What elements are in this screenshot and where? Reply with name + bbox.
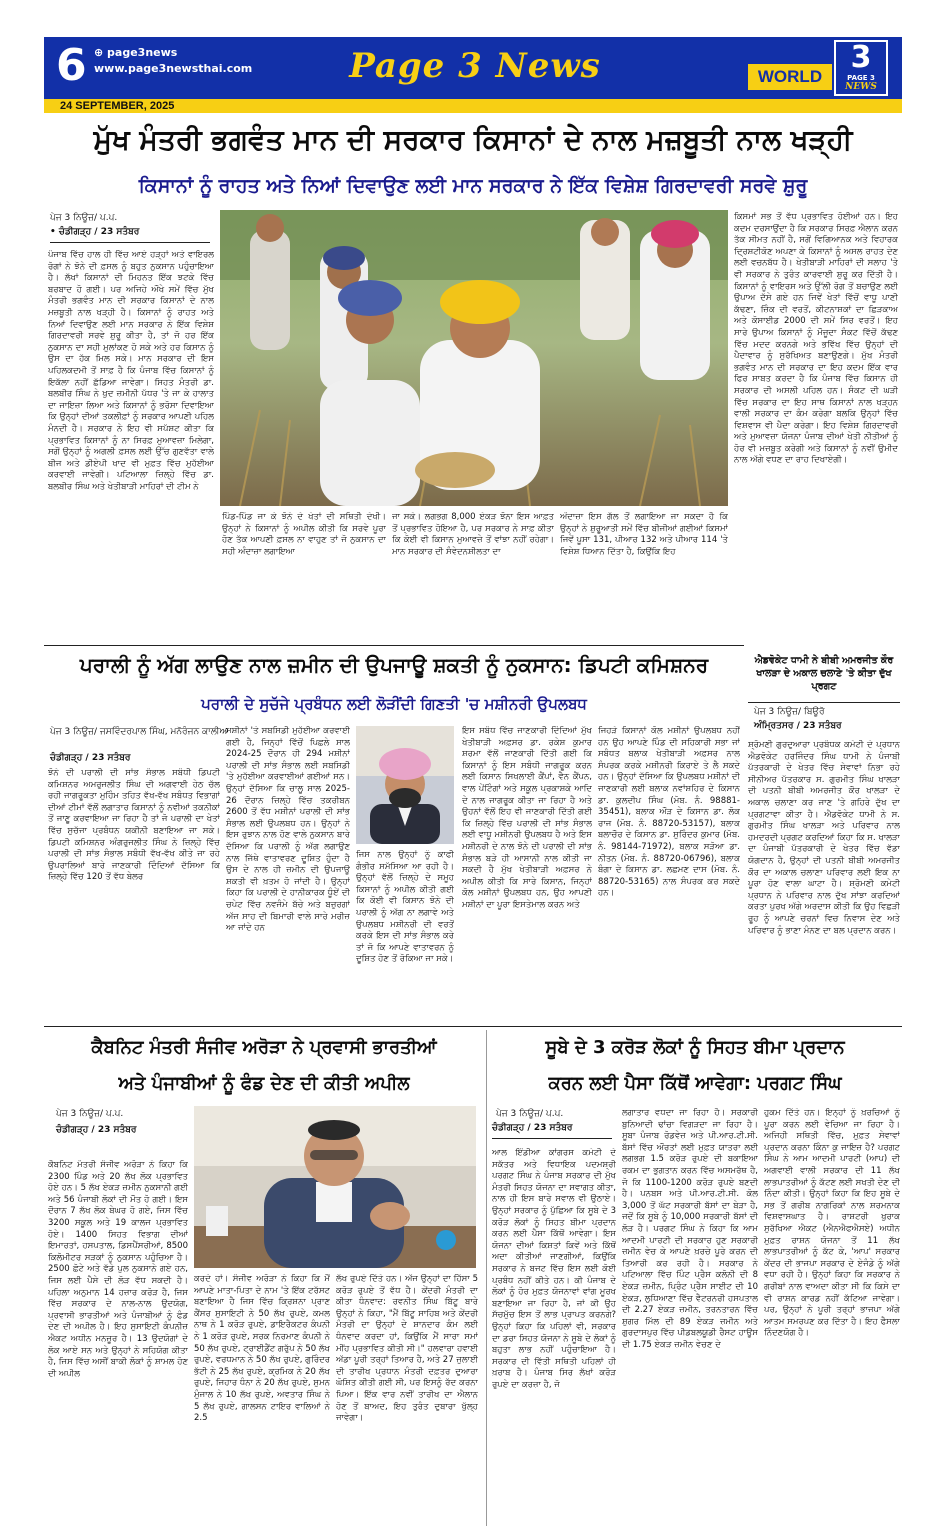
site-url: www.page3newsthai.com (94, 62, 253, 75)
divider (492, 1138, 612, 1139)
badge-news: NEWS (845, 82, 877, 92)
site-name-text: page3news (107, 46, 178, 59)
side-story-dateline: ਅੰਮ੍ਰਿਤਸਰ / 23 ਸਤੰਬਰ (754, 721, 842, 731)
story2-col2: ਮਸ਼ੀਨਾਂ 'ਤੇ ਸਬਸਿਡੀ ਮੁਹੱਈਆ ਕਰਵਾਈ ਗਈ ਹੈ, ਜਿਨ੍ਹਾਂ ਵਿੱਚੋਂ ਪਿਛਲੇ ਸਾਲ 2024-25 ਦੌਰਾਨ ਹੀ 294 ਮਸ਼ੀਨਾਂ ਪਰਾਲੀ ਦੀ ਸਾਂਭ ਸੰਭਾਲ ਲਈ ਸਬਸਿਡੀ 'ਤੇ ਮੁਹੱਈਆ ਕਰਵਾਈਆਂ ਗਈਆਂ ਸਨ। ਉਨ੍ਹਾਂ ਦੱਸਿਆ ਕਿ ਚਾਲੂ ਸਾਲ 2025-26 ਦੌਰਾਨ ਜ਼ਿਲ੍ਹੇ ਵਿੱਚ ਤਕਰੀਬਨ 2600 ਤੋਂ ਵੱਧ ਮਸ਼ੀਨਾਂ ਪਰਾਲੀ ਦੀ ਸਾਂਭ ਸੰਭਾਲ ਲਈ ਉਪਲਬਧ ਹਨ। ਉਨ੍ਹਾਂ ਨੇ ਇਸ ਰੁਝਾਨ ਨਾਲ ਹੋਣ ਵਾਲੇ ਨੁਕਸਾਨ ਬਾਰੇ ਦੱਸਿਆ ਕਿ ਪਰਾਲੀ ਨੂੰ ਅੱਗ ਲਗਾਉਣ ਨਾਲ ਜਿੱਥੇ ਵਾਤਾਵਰਣ ਦੂਸ਼ਿਤ ਹੁੰਦਾ ਹੈ ਉਸ ਦੇ ਨਾਲ ਹੀ ਜ਼ਮੀਨ ਦੀ ਉਪਜਾਊ ਸ਼ਕਤੀ ਵੀ ਖ਼ਤਮ ਹੋ ਜਾਂਦੀ ਹੈ। ਉਨ੍ਹਾਂ ਕਿਹਾ ਕਿ ਪਰਾਲੀ ਦੇ ਹਾਨੀਕਾਰਕ ਧੂੰਏਂ ਦੀ ਚਪੇਟ ਵਿੱਚ ਨਵਜੰਮੇ ਬੱਚੇ ਅਤੇ ਬਜ਼ੁਰਗਾਂ ਅੱਜ ਸਾਹ ਦੀ ਬਿਮਾਰੀ ਵਾਲੇ ਸਾਰੇ ਮਰੀਜ਼ ਆ ਜਾਂਦੇ ਹਨ (226, 726, 350, 934)
story2-col1: ਝੋਨੇ ਦੀ ਪਰਾਲੀ ਦੀ ਸਾਂਭ ਸੰਭਾਲ ਸਬੰਧੀ ਡਿਪਟੀ ਕਮਿਸ਼ਨਰ ਅਮਰੁਜਲੀਤ ਸਿੰਘ ਦੀ ਅਗਵਾਈ ਹੇਠ ਚੱਲ ਰਹੀ ਜਾਗਰੂਕਤਾ ਮੁਹਿੰਮ ਤਹਿਤ ਵੱਖ-ਵੱਖ ਸਬੰਧਤ ਵਿਭਾਗਾਂ ਦੀਆਂ ਟੀਮਾਂ ਵੱਲੋਂ ਲਗਾਤਾਰ ਕਿਸਾਨਾਂ ਨੂੰ ਨਵੀਆਂ ਤਕਨੀਕਾਂ ਤੋਂ ਜਾਣੂ ਕਰਵਾਇਆ ਜਾ ਰਿਹਾ ਹੈ ਤਾਂ ਜੋ ਪਰਾਲੀ ਦਾ ਖੇਤਾਂ ਵਿੱਚ ਸੁਚੱਜਾ ਪ੍ਰਬੰਧਨ ਯਕੀਨੀ ਬਣਾਇਆ ਜਾ ਸਕੇ। ਡਿਪਟੀ ਕਮਿਸ਼ਨਰ ਅੰਗਰੁਜਲੀਤ ਸਿੰਘ ਨੇ ਜ਼ਿਲ੍ਹੇ ਵਿੱਚ ਪਰਾਲੀ ਦੀ ਸਾਂਭ ਸੰਭਾਲ ਸਬੰਧੀ ਵੱਖ-ਵੱਖ ਕੀਤੇ ਜਾ ਰਹੇ ਉਪਰਾਲਿਆਂ ਬਾਰੇ ਜਾਣਕਾਰੀ ਦਿੰਦਿਆਂ ਦੱਸਿਆ ਕਿ ਜ਼ਿਲ੍ਹੇ ਵਿੱਚ 120 ਤੋਂ ਵੱਧ ਬੇਲਰ (48, 768, 220, 883)
story2-portrait (356, 726, 454, 844)
divider (44, 1026, 902, 1027)
story2-headline: ਪਰਾਲੀ ਨੂੰ ਅੱਗ ਲਾਉਣ ਨਾਲ ਜ਼ਮੀਨ ਦੀ ਉਪਜਾਊ ਸ਼ਕਤੀ ਨੂੰ ਨੁਕਸਾਨ: ਡਿਪਟੀ ਕਮਿਸ਼ਨਰ (79, 653, 709, 677)
story2-col4: ਇਸ ਸਬੰਧ ਵਿੱਚ ਜਾਣਕਾਰੀ ਦਿੰਦਿਆਂ ਮੁੱਖ ਖੇਤੀਬਾੜੀ ਅਫ਼ਸਰ ਡਾ. ਰਕੇਸ਼ ਕੁਮਾਰ ਸ਼ਰਮਾ ਵੱਲੋਂ ਜਾਣਕਾਰੀ ਦਿੱਤੀ ਗਈ ਕਿ ਕਿਸਾਨਾਂ ਨੂੰ ਇਸ ਸਬੰਧੀ ਜਾਗਰੂਕ ਕਰਨ ਲਈ ਕਿਸਾਨ ਸਿਖਲਾਈ ਕੈਂਪਾਂ, ਵੈਨ ਕੈਂਪਨ, ਵਾਲ ਪੇਂਟਿੰਗਾਂ ਅਤੇ ਸਕੂਲ ਪ੍ਰਕਾਸ਼ਕੇ ਆਦਿ ਦੇ ਨਾਲ ਜਾਗਰੂਕ ਕੀਤਾ ਜਾ ਰਿਹਾ ਹੈ ਅਤੇ ਉਹਨਾਂ ਵੱਲੋਂ ਇਹ ਵੀ ਜਾਣਕਾਰੀ ਦਿੱਤੀ ਗਈ ਕਿ ਜ਼ਿਲ੍ਹੇ ਵਿੱਚ ਪਰਾਲੀ ਦੀ ਸਾਂਭ ਸੰਭਾਲ ਲਈ ਵਾਧੂ ਮਸ਼ੀਨਰੀ ਉਪਲਬਧ ਹੈ ਅਤੇ ਇਸ ਮਸ਼ੀਨਰੀ ਦੇ ਨਾਲ ਝੋਨੇ ਦੀ ਪਰਾਲੀ ਦੀ ਸਾਂਭ ਸੰਭਾਲ ਬੜੇ ਹੀ ਆਸਾਨੀ ਨਾਲ ਕੀਤੀ ਜਾ ਸਕਦੀ ਹੈ ਮੁੱਖ ਖੇਤੀਬਾੜੀ ਅਫ਼ਸਰ ਨੇ ਅਪੀਲ ਕੀਤੀ ਕਿ ਸਾਰੇ ਕਿਸਾਨ, ਜਿਨ੍ਹਾਂ ਕੋਲ ਮਸ਼ੀਨਾਂ ਉਪਲਬਧ ਹਨ, ਉਹ ਆਪਣੀ ਮਸ਼ੀਨਾਂ ਦਾ ਪੂਰਾ ਇਸਤੇਮਾਲ ਕਰਨ ਅਤੇ (462, 726, 592, 910)
story4-dateline: ਚੰਡੀਗੜ੍ਹ / 23 ਸਤੰਬਰ (492, 1123, 573, 1133)
globe-icon: ⊕ (94, 46, 108, 59)
divider (748, 702, 900, 703)
story4-col3: ਹੁਕਮ ਦਿੱਤੇ ਹਨ। ਇਨ੍ਹਾਂ ਨੂੰ ਖ਼ਰਚਿਆਂ ਨੂੰ ਪੂਰਾ ਕਰਨ ਲਈ ਵੇਚਿਆ ਜਾ ਰਿਹਾ ਹੈ। ਅਜਿਹੀ ਸਥਿਤੀ ਵਿੱਚ, ਮੁਫ਼ਤ ਸੇਵਾਵਾਂ ਪ੍ਰਦਾਨ ਕਰਨਾ ਕਿੰਨਾ ਕੁ ਜਾਇਜ਼ ਹੈ? ਪਰਗਟ ਸਿੰਘ ਨੇ ਆਮ ਆਦਮੀ ਪਾਰਟੀ (ਆਪ) ਦੀ ਅਗਵਾਈ ਵਾਲੀ ਸਰਕਾਰ ਦੀ 11 ਲੱਖ ਲਾਭਪਾਤਰੀਆਂ ਨੂੰ ਕੱਟਣ ਲਈ ਸਖਤੀ ਦੇਣ ਦੀ ਨਿੰਦਾ ਕੀਤੀ। ਉਨ੍ਹਾਂ ਕਿਹਾ ਕਿ ਇਹ ਸੂਬੇ ਦੇ ਸਭ ਤੋਂ ਗਰੀਬ ਨਾਗਰਿਕਾਂ ਨਾਲ ਸ਼ਰਮਨਾਕ ਵਿਸ਼ਵਾਸਘਾਤ ਹੈ। ਰਾਸ਼ਟਰੀ ਖੁਰਾਕ ਸੁਰੱਖਿਆ ਐਕਟ (ਐਨਐਫਐਸਏ) ਅਧੀਨ ਮੁਫ਼ਤ ਰਾਸ਼ਨ ਯੋਜਨਾ ਤੋਂ 11 ਲੱਖ ਲਾਭਪਾਤਰੀਆਂ ਨੂੰ ਕੱਟ ਕੇ, 'ਆਪ' ਸਰਕਾਰ ਕੇਂਦਰ ਦੀ ਭਾਜਪਾ ਸਰਕਾਰ ਦੇ ਏਜੰਡੇ ਨੂੰ ਅੱਗੇ ਵਧਾ ਰਹੀ ਹੈ। ਉਨ੍ਹਾਂ ਕਿਹਾ ਕਿ ਸਰਕਾਰ ਨੇ ਗਰੀਬਾਂ ਨਾਲ ਵਾਅਦਾ ਕੀਤਾ ਸੀ ਕਿ ਕਿਸੇ ਦਾ ਵੀ ਰਾਸ਼ਨ ਕਾਰਡ ਨਹੀਂ ਕੱਟਿਆ ਜਾਵੇਗਾ। ਪਰ, ਉਨ੍ਹਾਂ ਨੇ ਪੂਰੀ ਤਰ੍ਹਾਂ ਭਾਜਪਾ ਅੱਗੇ ਆਤਮ ਸਮਰਪਣ ਕਰ ਦਿੱਤਾ ਹੈ। ਇਹ ਫੈਸਲਾ ਨਿੰਦਣਯੋਗ ਹੈ। (764, 1108, 900, 1339)
side-story-body: ਸ਼੍ਰੋਮਣੀ ਗੁਰਦੁਆਰਾ ਪ੍ਰਬੰਧਕ ਕਮੇਟੀ ਦੇ ਪ੍ਰਧਾਨ ਐਡਵੋਕੇਟ ਹਰਜਿੰਦਰ ਸਿੰਘ ਧਾਮੀ ਨੇ ਪੰਜਾਬੀ ਪੱਤਰਕਾਰੀ ਦੇ ਖੇਤਰ ਵਿੱਚ ਸੇਵਾਵਾਂ ਨਿਭਾ ਰਹੇ ਸੀਨੀਅਰ ਪੱਤਰਕਾਰ ਸ. ਗੁਰਮੀਤ ਸਿੰਘ ਖਾਲੜਾ ਦੀ ਪਤਨੀ ਬੀਬੀ ਅਮਰਜੀਤ ਕੌਰ ਖਾਲੜਾ ਦੇ ਅਕਾਲ ਚਲਾਣਾ ਕਰ ਜਾਣ 'ਤੇ ਗਹਿਰੇ ਦੁੱਖ ਦਾ ਪ੍ਰਗਟਾਵਾ ਕੀਤਾ ਹੈ। ਐਡਵੋਕੇਟ ਧਾਮੀ ਨੇ ਸ. ਗੁਰਮੀਤ ਸਿੰਘ ਖਾਲੜਾ ਅਤੇ ਪਰਿਵਾਰ ਨਾਲ ਹਮਦਰਦੀ ਪ੍ਰਗਟ ਕਰਦਿਆਂ ਕਿਹਾ ਕਿ ਸ. ਖਾਲੜਾ ਦਾ ਪੰਜਾਬੀ ਪੱਤਰਕਾਰੀ ਦੇ ਖੇਤਰ ਵਿੱਚ ਵੱਡਾ ਯੋਗਦਾਨ ਹੈ, ਉਨ੍ਹਾਂ ਦੀ ਪਤਨੀ ਬੀਬੀ ਅਮਰਜੀਤ ਕੌਰ ਦਾ ਅਕਾਲ ਚਲਾਣਾ ਪਰਿਵਾਰ ਲਈ ਇਕ ਨਾ ਪੂਰਾ ਹੋਣ ਵਾਲਾ ਘਾਟਾ ਹੈ। ਸ਼੍ਰੋਮਣੀ ਕਮੇਟੀ ਪ੍ਰਧਾਨ ਨੇ ਪਰਿਵਾਰ ਨਾਲ ਦੁੱਖ ਸਾਂਝਾ ਕਰਦਿਆਂ ਕਰਤਾ ਪੁਰਖ ਅੱਗੇ ਅਰਦਾਸ ਕੀਤੀ ਕਿ ਉਹ ਵਿਛੜੀ ਰੂਹ ਨੂੰ ਆਪਣੇ ਚਰਨਾਂ ਵਿਚ ਨਿਵਾਸ ਦੇਣ ਅਤੇ ਪਰਿਵਾਰ ਨੂੰ ਭਾਣਾ ਮੰਨਣ ਦਾ ਬਲ ਪ੍ਰਦਾਨ ਕਰਨ। (748, 740, 900, 936)
minister-photo (194, 1106, 476, 1268)
story4-col1: ਆਲ ਇੰਡੀਆ ਕਾਂਗਰਸ ਕਮੇਟੀ ਦੇ ਸਕੱਤਰ ਅਤੇ ਵਿਧਾਇਕ ਪਦਮਸ਼੍ਰੀ ਪਰਗਟ ਸਿੰਘ ਨੇ ਪੰਜਾਬ ਸਰਕਾਰ ਦੀ ਮੁੱਖ ਮੰਤਰੀ ਸਿਹਤ ਯੋਜਨਾ ਦਾ ਸਵਾਗਤ ਕੀਤਾ, ਨਾਲ ਹੀ ਇਸ ਬਾਰੇ ਸਵਾਲ ਵੀ ਉਠਾਏ। ਉਨ੍ਹਾਂ ਸਰਕਾਰ ਨੂੰ ਪੁੱਛਿਆ ਕਿ ਸੂਬੇ ਦੇ 3 ਕਰੋੜ ਲੋਕਾਂ ਨੂੰ ਸਿਹਤ ਬੀਮਾ ਪ੍ਰਦਾਨ ਕਰਨ ਲਈ ਪੈਸਾ ਕਿੱਥੋਂ ਆਵੇਗਾ। ਇਸ ਯੋਜਨਾ ਦੀਆਂ ਕਿਸ਼ਤਾਂ ਕਿਵੇਂ ਅਤੇ ਕਿੱਥੋਂ ਅਦਾ ਕੀਤੀਆਂ ਜਾਣਗੀਆਂ, ਕਿਉਂਕਿ ਸਰਕਾਰ ਨੇ ਬਜਟ ਵਿੱਚ ਇਸ ਲਈ ਕੋਈ ਪ੍ਰਬੰਧ ਨਹੀਂ ਕੀਤੇ ਹਨ। ਕੀ ਪੰਜਾਬ ਦੇ ਲੋਕਾਂ ਨੂੰ ਹੋਰ ਮੁਫ਼ਤ ਯੋਜਨਾਵਾਂ ਵਾਂਗ ਮੂਰਖ ਬਣਾਇਆ ਜਾ ਰਿਹਾ ਹੈ, ਜਾਂ ਕੀ ਉਹ ਸੱਚਮੁੱਚ ਇਸ ਤੋਂ ਲਾਭ ਪ੍ਰਾਪਤ ਕਰਨਗੇ? ਉਨ੍ਹਾਂ ਕਿਹਾ ਕਿ ਪਹਿਲਾਂ ਵੀ, ਸਰਕਾਰ ਦਾ ਡਰਾ ਸਿਹਤ ਯੋਜਨਾ ਨੇ ਸੂਬੇ ਦੇ ਲੋਕਾਂ ਨੂੰ ਬਹੁਤਾ ਲਾਭ ਨਹੀਂ ਪਹੁੰਚਾਇਆ ਹੈ। ਸਰਕਾਰ ਦੀ ਵਿੱਤੀ ਸਥਿਤੀ ਪਹਿਲਾਂ ਹੀ ਖ਼ਰਾਬ ਹੈ। ਪੰਜਾਬ ਸਿਰ ਲੱਖਾਂ ਕਰੋੜ ਰੁਪਏ ਦਾ ਕਰਜ਼ਾ ਹੈ, ਜੋ (492, 1148, 616, 1390)
story1-photo (220, 210, 728, 506)
story4-byline: ਪੇਜ 3 ਨਿਊਜ਼/ ਪ.ਪ. (496, 1109, 564, 1119)
page3-badge (834, 40, 888, 96)
story3-headline-line1: ਕੈਬਨਿਟ ਮੰਤਰੀ ਸੰਜੀਵ ਅਰੋੜਾ ਨੇ ਪ੍ਰਵਾਸੀ ਭਾਰਤੀਆਂ (91, 1037, 437, 1058)
story1-col2: ਪਿੰਡ-ਪਿੰਡ ਜਾ ਕੇ ਝੋਨੇ ਦੇ ਖੇਤਾਂ ਦੀ ਸਥਿਤੀ ਦੇਖੀ। ਉਨ੍ਹਾਂ ਨੇ ਕਿਸਾਨਾਂ ਨੂੰ ਅਪੀਲ ਕੀਤੀ ਕਿ ਸਰਵੇ ਪੂਰਾ ਹੋਣ ਤੱਕ ਆਪਣੀ ਫ਼ਸਲ ਨਾ ਵਾਹੁਣ ਤਾਂ ਜੋ ਨੁਕਸਾਨ ਦਾ ਸਹੀ ਅੰਦਾਜ਼ਾ ਲਗਾਇਆ (222, 512, 386, 557)
divider (50, 242, 210, 243)
story3-col2: ਕਰਦੇ ਹਾਂ। ਸੰਜੀਵ ਅਰੋੜਾ ਨੇ ਕਿਹਾ ਕਿ ਮੈਂ ਆਪਣੇ ਮਾਤਾ-ਪਿਤਾ ਦੇ ਨਾਮ 'ਤੇ ਇੱਕ ਟਰੱਸਟ ਬਣਾਇਆ ਹੈ ਜਿਸ ਵਿੱਚ ਕ੍ਰਿਸ਼ਨਾ ਪ੍ਰਾਣ ਕੈਂਸਰ ਸੁਸਾਇਟੀ ਨੇ 50 ਲੱਖ ਰੁਪਏ, ਕਮਲ ਨਾਥ ਨੇ 1 ਕਰੋੜ ਰੁਪਏ, ਡਾਇਰੈਕਟਰ ਕੰਪਨੀ ਨੇ 1 ਕਰੋੜ ਰੁਪਏ, ਸਰਕ ਨਿਰਮਾਣ ਕੰਪਨੀ ਨੇ 50 ਲੱਖ ਰੁਪਏ, ਟ੍ਰਾਈਡੈਂਟ ਗਰੁੱਪ ਨੇ 50 ਲੱਖ ਰੁਪਏ, ਵਰਧਮਾਨ ਨੇ 50 ਲੱਖ ਰੁਪਏ, ਗੁਰਿੰਦਰ ਭੱਟੀ ਨੇ 25 ਲੱਖ ਰੁਪਏ, ਕ੍ਰਮਿਕ ਨੇ 20 ਲੱਖ ਰੁਪਏ, ਜਿਹਾਰ ਧੰਨਾ ਨੇ 20 ਲੱਖ ਰੁਪਏ, ਸੁਮਨ ਮੁੰਜਾਲ ਨੇ 10 ਲੱਖ ਰੁਪਏ, ਅਵਤਾਰ ਸਿੰਘ ਨੇ 5 ਲੱਖ ਰੁਪਏ, ਗਾਲਸਨ ਟਾਇਰ ਵਾਲਿਆਂ ਨੇ 2.5 (194, 1274, 330, 1424)
story2-subheadline: ਪਰਾਲੀ ਦੇ ਸੁਚੱਜੇ ਪ੍ਰਬੰਧਨ ਲਈ ਲੋੜੀਂਦੀ ਗਿਣਤੀ 'ਚ ਮਸ਼ੀਨਰੀ ਉਪਲਬਧ (201, 695, 587, 713)
story2-byline: ਪੇਜ 3 ਨਿਊਜ਼/ ਜਸਵਿੰਦਰਪਾਲ ਸਿੰਘ, ਮਨੋਰੰਜਨ ਕਾਲੀਆ (50, 727, 230, 737)
field-visit-photo (220, 210, 728, 506)
story4-headline-line2: ਕਰਨ ਲਈ ਪੈਸਾ ਕਿੱਥੋਂ ਆਵੇਗਾ: ਪਰਗਟ ਸਿੰਘ (548, 1073, 842, 1094)
story3-byline: ਪੇਜ 3 ਨਿਊਜ਼/ ਪ.ਪ. (56, 1109, 124, 1119)
story1-headline: ਮੁੱਖ ਮੰਤਰੀ ਭਗਵੰਤ ਮਾਨ ਦੀ ਸਰਕਾਰ ਕਿਸਾਨਾਂ ਦੇ ਨਾਲ ਮਜ਼ਬੂਤੀ ਨਾਲ ਖੜ੍ਹੀ (93, 123, 853, 156)
issue-date: 24 SEPTEMBER, 2025 (60, 100, 175, 112)
side-story-headline: ਐਡਵੋਕੇਟ ਧਾਮੀ ਨੇ ਬੀਬੀ ਅਮਰਜੀਤ ਕੌਰ ਖਾਲੜਾ ਦੇ ਅਕਾਲ ਚਲਾਣੇ 'ਤੇ ਕੀਤਾ ਦੁੱਖ ਪ੍ਰਗਟ (754, 655, 894, 692)
story4-headline-line1: ਸੂਬੇ ਦੇ 3 ਕਰੋੜ ਲੋਕਾਂ ਨੂੰ ਸਿਹਤ ਬੀਮਾ ਪ੍ਰਦਾਨ (545, 1037, 845, 1058)
story2-col5: ਜਿਹੜੇ ਕਿਸਾਨਾਂ ਕੋਲ ਮਸ਼ੀਨਾਂ ਉਪਲਬਧ ਨਹੀਂ ਹਨ ਉਹ ਆਪਣੇ ਪਿੰਡ ਦੀ ਸਹਿਕਾਰੀ ਸਭਾ ਜਾਂ ਸਬੰਧਤ ਬਲਾਕ ਖੇਤੀਬਾੜੀ ਅਫ਼ਸਰ ਨਾਲ ਸੰਪਰਕ ਕਰਕੇ ਮਸ਼ੀਨਰੀ ਕਿਰਾਏ ਤੇ ਲੈ ਸਕਦੇ ਹਨ। ਉਨ੍ਹਾਂ ਦੱਸਿਆ ਕਿ ਉਪਲਬਧ ਮਸ਼ੀਨਾਂ ਦੀ ਜਾਣਕਾਰੀ ਲਈ ਬਲਾਕ ਨਵਾਂਸ਼ਹਿਰ ਦੇ ਕਿਸਾਨ ਡਾ. ਕੁਲਦੀਪ ਸਿੰਘ (ਮੋਬ. ਨੰ. 98881-35451), ਬਲਾਕ ਔੜ ਦੇ ਕਿਸਾਨ ਡਾ. ਲੋਕ ਰਾਜ (ਮੋਬ. ਨੰ. 88720-53157), ਬਲਾਕ ਬਲਾਚੌਰ ਦੇ ਕਿਸਾਨ ਡਾ. ਸੁਰਿੰਦਰ ਕੁਮਾਰ (ਮੋਬ. ਨੰ. 98144-71972), ਬਲਾਕ ਸੜੋਆ ਡਾ. ਨੀਤਨ (ਮੋਬ. ਨੰ. 88720-06796), ਬਲਾਕ ਬੰਗਾ ਦੇ ਕਿਸਾਨ ਡਾ. ਲਛਮਣ ਦਾਸ (ਮੋਬ. ਨੰ. 88720-53165) ਨਾਲ ਸੰਪਰਕ ਕਰ ਸਕਦੇ ਹਨ। (598, 726, 740, 899)
story3-col1: ਕੈਬਨਿਟ ਮੰਤਰੀ ਸੰਜੀਵ ਅਰੋੜਾ ਨੇ ਕਿਹਾ ਕਿ 2300 ਪਿੰਡ ਅਤੇ 20 ਲੱਖ ਲੋਕ ਪ੍ਰਭਾਵਿਤ ਹੋਏ ਹਨ। 5 ਲੱਖ ਏਕੜ ਜ਼ਮੀਨ ਨੁਕਸਾਨੀ ਗਈ ਅਤੇ 56 ਪੰਜਾਬੀ ਲੋਕਾਂ ਦੀ ਮੌਤ ਹੋ ਗਈ। ਇਸ ਦੌਰਾਨ 7 ਲੱਖ ਲੋਕ ਬੇਘਰ ਹੋ ਗਏ, ਜਿਸ ਵਿੱਚ 3200 ਸਕੂਲ ਅਤੇ 19 ਕਾਲਜ ਪ੍ਰਭਾਵਿਤ ਹੋਏ। 1400 ਸਿਹਤ ਵਿਭਾਗ ਦੀਆਂ ਇਮਾਰਤਾਂ, ਹਸਪਤਾਲ, ਡਿਸਪੈਂਸਰੀਆਂ, 8500 ਕਿਲੋਮੀਟਰ ਸੜਕਾਂ ਨੂੰ ਨੁਕਸਾਨ ਪਹੁੰਚਿਆ ਹੈ। 2500 ਛੋਟੇ ਅਤੇ ਵੱਡੇ ਪੁਲ ਨੁਕਸਾਨੇ ਗਏ ਹਨ, ਜਿਸ ਲਈ ਪੈਸੇ ਦੀ ਲੋੜ ਵੱਧ ਸਕਦੀ ਹੈ। ਪਹਿਲਾ ਅਨੁਮਾਨ 14 ਹਜ਼ਾਰ ਕਰੋੜ ਹੈ, ਜਿਸ ਵਿੱਚ ਸਰਕਾਰ ਦੇ ਨਾਲ-ਨਾਲ ਉਦਯੋਗ, ਪ੍ਰਵਾਸੀ ਭਾਰਤੀਆਂ ਅਤੇ ਪੰਜਾਬੀਆਂ ਨੂੰ ਫੰਡ ਦੇਣ ਦੀ ਅਪੀਲ ਹੈ। ਇਹ ਸੁਸਾਇਟੀ ਕੰਪਨੀਜ਼ ਐਕਟ ਅਧੀਨ ਮਨਜ਼ੂਰ ਹੈ। 13 ਉਦਯੋਗਾਂ ਦੇ ਲੋਕ ਆਏ ਸਨ ਅਤੇ ਉਨ੍ਹਾਂ ਨੇ ਸਹਿਯੋਗ ਕੀਤਾ ਹੈ, ਜਿਸ ਵਿੱਚ ਅਸੀਂ ਬਾਕੀ ਲੋਕਾਂ ਨੂੰ ਸ਼ਾਮਲ ਹੋਣ ਦੀ ਅਪੀਲ (48, 1160, 188, 1379)
story3-photo (194, 1106, 476, 1268)
story1-col1: ਪੰਜਾਬ ਵਿੱਚ ਹਾਲ ਹੀ ਵਿੱਚ ਆਏ ਹੜ੍ਹਾਂ ਅਤੇ ਵਾਇਰਲ ਰੋਗਾਂ ਨੇ ਝੋਨੇ ਦੀ ਫ਼ਸਲ ਨੂੰ ਬਹੁਤ ਨੁਕਸਾਨ ਪਹੁੰਚਾਇਆ ਹੈ। ਲੱਖਾਂ ਕਿਸਾਨਾਂ ਦੀ ਮਿਹਨਤ ਇੱਕ ਝਟਕੇ ਵਿੱਚ ਬਰਬਾਦ ਹੋ ਗਈ। ਪਰ ਅਜਿਹੇ ਔਖੇ ਸਮੇਂ ਵਿੱਚ ਮੁੱਖ ਮੰਤਰੀ ਭਗਵੰਤ ਮਾਨ ਦੀ ਸਰਕਾਰ ਕਿਸਾਨਾਂ ਦੇ ਨਾਲ ਮਜ਼ਬੂਤੀ ਨਾਲ ਖੜ੍ਹੀ ਹੈ। ਕਿਸਾਨਾਂ ਨੂੰ ਰਾਹਤ ਅਤੇ ਨਿਆਂ ਦਿਵਾਉਣ ਲਈ ਮਾਨ ਸਰਕਾਰ ਨੇ ਇੱਕ ਵਿਸ਼ੇਸ਼ ਗਿਰਦਾਵਰੀ ਸਰਵੇ ਸ਼ੁਰੂ ਕੀਤਾ ਹੈ, ਤਾਂ ਜੋ ਹਰ ਇੱਕ ਨੁਕਸਾਨ ਦਾ ਸਹੀ ਮੁਲਾਂਕਣ ਹੋ ਸਕੇ ਅਤੇ ਹਰ ਕਿਸਾਨ ਨੂੰ ਉਸ ਦਾ ਹੱਕ ਮਿਲ ਸਕੇ। ਮਾਨ ਸਰਕਾਰ ਦੀ ਇਸ ਪਹਿਲਕਦਮੀ ਤੋਂ ਸਾਫ਼ ਹੈ ਕਿ ਪੰਜਾਬ ਵਿੱਚ ਕਿਸਾਨਾਂ ਨੂੰ ਇਕੱਲਾ ਨਹੀਂ ਛੱਡਿਆ ਜਾਵੇਗਾ। ਸਿਹਤ ਮੰਤਰੀ ਡਾ. ਬਲਬੀਰ ਸਿੰਘ ਨੇ ਖੁਦ ਜ਼ਮੀਨੀ ਪੱਧਰ 'ਤੇ ਜਾ ਕੇ ਹਾਲਾਤ ਦਾ ਜਾਇਜ਼ਾ ਲਿਆ ਅਤੇ ਕਿਸਾਨਾਂ ਨੂੰ ਭਰੋਸਾ ਦਿਵਾਇਆ ਕਿ ਉਨ੍ਹਾਂ ਦੀਆਂ ਤਕਲੀਫ਼ਾਂ ਨੂੰ ਸਰਕਾਰ ਆਪਣੀ ਪਹਿਲ ਮੰਨਦੀ ਹੈ। ਸਰਕਾਰ ਨੇ ਇਹ ਵੀ ਸਪੱਸ਼ਟ ਕੀਤਾ ਕਿ ਪ੍ਰਭਾਵਿਤ ਕਿਸਾਨਾਂ ਨੂੰ ਨਾ ਸਿਰਫ਼ ਮੁਆਵਜ਼ਾ ਮਿਲੇਗਾ, ਸਗੋਂ ਉਨ੍ਹਾਂ ਨੂੰ ਅਗਲੀ ਫ਼ਸਲ ਲਈ ਉੱਚ ਗੁਣਵੱਤਾ ਵਾਲੇ ਬੀਜ ਅਤੇ ਡੀਏਪੀ ਖਾਦ ਵੀ ਮੁਫ਼ਤ ਵਿੱਚ ਮੁਹੱਈਆ ਕਰਵਾਈ ਜਾਵੇਗੀ। ਪਟਿਆਲਾ ਜ਼ਿਲ੍ਹੇ ਵਿੱਚ ਡਾ. ਬਲਬੀਰ ਸਿੰਘ ਅਤੇ ਖੇਤੀਬਾੜੀ ਮਾਹਿਰਾਂ ਦੀ ਟੀਮ ਨੇ (48, 250, 214, 492)
story1-dateline: • ਚੰਡੀਗੜ੍ਹ / 23 ਸਤੰਬਰ (50, 227, 140, 237)
side-story-byline: ਪੇਜ 3 ਨਿਊਜ਼/ ਬਿਊਰੋ (754, 707, 825, 717)
story1-col3: ਜਾ ਸਕੇ। ਲਗਭਗ 8,000 ਏਕੜ ਝੋਨਾ ਇਸ ਆਫ਼ਤ ਤੋਂ ਪ੍ਰਭਾਵਿਤ ਹੋਇਆ ਹੈ, ਪਰ ਸਰਕਾਰ ਨੇ ਸਾਫ਼ ਕੀਤਾ ਕਿ ਕੋਈ ਵੀ ਕਿਸਾਨ ਮੁਆਵਜ਼ੇ ਤੋਂ ਵਾਂਝਾ ਨਹੀਂ ਰਹੇਗਾ। ਮਾਨ ਸਰਕਾਰ ਦੀ ਸੰਵੇਦਨਸ਼ੀਲਤਾ ਦਾ (392, 512, 554, 557)
story2-dateline: ਚੰਡੀਗੜ੍ਹ / 23 ਸਤੰਬਰ (50, 753, 131, 763)
badge-label: PAGE 3 (847, 74, 875, 82)
page-number: 6 (56, 40, 87, 91)
site-name (94, 46, 177, 60)
column-divider (486, 1030, 487, 1526)
story1-col5: ਕਿਸਮਾਂ ਸਭ ਤੋਂ ਵੱਧ ਪ੍ਰਭਾਵਿਤ ਹੋਈਆਂ ਹਨ। ਇਹ ਕਦਮ ਦਰਸਾਉਂਦਾ ਹੈ ਕਿ ਸਰਕਾਰ ਸਿਰਫ਼ ਐਲਾਨ ਕਰਨ ਤੱਕ ਸੀਮਤ ਨਹੀਂ ਹੈ, ਸਗੋਂ ਵਿਗਿਆਨਕ ਅਤੇ ਵਿਹਾਰਕ ਦ੍ਰਿਸ਼ਟੀਕੋਣ ਅਪਣਾ ਕੇ ਕਿਸਾਨਾਂ ਨੂੰ ਅਸਲ ਰਾਹਤ ਦੇਣ ਲਈ ਵਚਨਬੱਧ ਹੈ। ਖੇਤੀਬਾੜੀ ਮਾਹਿਰਾਂ ਦੀ ਸਲਾਹ 'ਤੇ ਵੀ ਸਰਕਾਰ ਨੇ ਤੁਰੰਤ ਕਾਰਵਾਈ ਸ਼ੁਰੂ ਕਰ ਦਿੱਤੀ ਹੈ। ਕਿਸਾਨਾਂ ਨੂੰ ਵਾਇਰਸ ਅਤੇ ਉੱਲੀ ਰੋਗ ਤੋਂ ਬਚਾਉਣ ਲਈ ਉਪਾਅ ਦੱਸੇ ਗਏ ਹਨ ਜਿਵੇਂ ਖੇਤਾਂ ਵਿੱਚੋਂ ਵਾਧੂ ਪਾਣੀ ਕੱਢਣਾ, ਜ਼ਿੰਕ ਦੀ ਵਰਤੋਂ, ਕੀਟਨਾਸ਼ਕਾਂ ਦਾ ਛਿੜਕਾਅ ਅਤੇ ਕੋਸਾਈਡ 2000 ਦੀ ਸਮੇਂ ਸਿਰ ਵਰਤੋਂ। ਇਹ ਸਾਰੇ ਉਪਾਅ ਕਿਸਾਨਾਂ ਨੂੰ ਮੌਜੂਦਾ ਸੰਕਟ ਵਿੱਚੋਂ ਕੱਢਣ ਵਿੱਚ ਮਦਦ ਕਰਨਗੇ ਅਤੇ ਭਵਿੱਖ ਵਿੱਚ ਉਨ੍ਹਾਂ ਦੀ ਪੈਦਾਵਾਰ ਨੂੰ ਸੁਰੱਖਿਅਤ ਬਣਾਉਣਗੇ। ਮੁੱਖ ਮੰਤਰੀ ਭਗਵੰਤ ਮਾਨ ਦੀ ਸਰਕਾਰ ਦਾ ਇਹ ਕਦਮ ਇੱਕ ਵਾਰ ਫਿਰ ਸਾਬਤ ਕਰਦਾ ਹੈ ਕਿ ਪੰਜਾਬ ਵਿੱਚ ਕਿਸਾਨ ਹੀ ਸਰਕਾਰ ਦੀ ਅਸਲੀ ਪਹਿਲ ਹਨ। ਸੰਕਟ ਦੀ ਘੜੀ ਵਿੱਚ ਸਰਕਾਰ ਦਾ ਇਹ ਸਾਥ ਕਿਸਾਨਾਂ ਨਾਲ ਖੜ੍ਹਨ ਵਾਲੀ ਸਰਕਾਰ ਦਾ ਕੰਮ ਕਰੇਗਾ ਬਲਕਿ ਉਨ੍ਹਾਂ ਵਿੱਚ ਵਿਸ਼ਵਾਸ ਵੀ ਪੈਦਾ ਕਰੇਗਾ। ਇਹ ਵਿਸ਼ੇਸ਼ ਗਿਰਦਾਵਰੀ ਅਤੇ ਮੁਆਵਜ਼ਾ ਯੋਜਨਾ ਪੰਜਾਬ ਦੀਆਂ ਖੇਤੀ ਨੀਤੀਆਂ ਨੂੰ ਹੋਰ ਵੀ ਮਜ਼ਬੂਤ ਕਰੇਗੀ ਅਤੇ ਕਿਸਾਨਾਂ ਨੂੰ ਨਵੀਂ ਉਮੀਦ ਨਾਲ ਅੱਗੇ ਵਧਣ ਦਾ ਰਾਹ ਦਿਖਾਏਗੀ। (734, 212, 898, 466)
edition-label: WORLD (748, 64, 832, 90)
story4-col2: ਲਗਾਤਾਰ ਵਧਦਾ ਜਾ ਰਿਹਾ ਹੈ। ਸਰਕਾਰੀ ਬੁਨਿਆਦੀ ਢਾਂਚਾ ਵਿਗੜਦਾ ਜਾ ਰਿਹਾ ਹੈ। ਸੂਬਾ ਪੰਜਾਬ ਰੋਡਵੇਜ਼ ਅਤੇ ਪੀ.ਆਰ.ਟੀ.ਸੀ. ਬੱਸਾਂ ਵਿੱਚ ਔਰਤਾਂ ਲਈ ਮੁਫ਼ਤ ਯਾਤਰਾ ਲਈ ਲਗਭਗ 1.5 ਕਰੋੜ ਰੁਪਏ ਦੀ ਬਕਾਇਆ ਰਕਮ ਦਾ ਭੁਗਤਾਨ ਕਰਨ ਵਿੱਚ ਅਸਮਰੱਥ ਹੈ, ਜੋ ਕਿ 1100-1200 ਕਰੋੜ ਰੁਪਏ ਬਣਦੀ ਹੈ। ਪਨਬਸ ਅਤੇ ਪੀ.ਆਰ.ਟੀ.ਸੀ. ਕੋਲ 3,000 ਤੋਂ ਘੱਟ ਸਰਕਾਰੀ ਬੱਸਾਂ ਦਾ ਬੇੜਾ ਹੈ, ਜਦੋਂ ਕਿ ਸੂਬੇ ਨੂੰ 10,000 ਸਰਕਾਰੀ ਬੱਸਾਂ ਦੀ ਲੋੜ ਹੈ। ਪਰਗਟ ਸਿੰਘ ਨੇ ਕਿਹਾ ਕਿ ਆਮ ਆਦਮੀ ਪਾਰਟੀ ਦੀ ਸਰਕਾਰ ਹੁਣ ਸਰਕਾਰੀ ਜ਼ਮੀਨ ਵੇਚ ਕੇ ਆਪਣੇ ਖ਼ਰਚੇ ਪੂਰੇ ਕਰਨ ਦੀ ਤਿਆਰੀ ਕਰ ਰਹੀ ਹੈ। ਸਰਕਾਰ ਨੇ ਪਟਿਆਲਾ ਵਿੱਚ ਪਿੰਟ ਪ੍ਰੈਸ ਕਲੋਨੀ ਦੀ 8 ਏਕੜ ਜ਼ਮੀਨ, ਪ੍ਰਿੰਟ ਪ੍ਰੈਸ ਸਾਈਟ ਦੀ 10 ਏਕੜ, ਲੁਧਿਆਣਾ ਵਿੱਚ ਵੈਟਰਨਰੀ ਹਸਪਤਾਲ ਦੀ 2.27 ਏਕੜ ਜ਼ਮੀਨ, ਤਰਨਤਾਰਨ ਵਿੱਚ ਸ਼ੁਗਰ ਮਿੱਲ ਦੀ 89 ਏਕੜ ਜ਼ਮੀਨ ਅਤੇ ਗੁਰਦਾਸਪੁਰ ਵਿੱਚ ਪੀਡਬਲਯੂਡੀ ਰੈਸਟ ਹਾਊਸ ਦੀ 1.75 ਏਕੜ ਜ਼ਮੀਨ ਵੇਚਣ ਦੇ (622, 1108, 758, 1350)
story1-byline: ਪੇਜ 3 ਨਿਊਜ਼/ ਪ.ਪ. (50, 213, 118, 223)
story3-dateline: ਚੰਡੀਗੜ੍ਹ / 23 ਸਤੰਬਰ (56, 1125, 137, 1135)
logo: Page 3 News (349, 46, 601, 86)
story3-headline-line2: ਅਤੇ ਪੰਜਾਬੀਆਂ ਨੂੰ ਫੰਡ ਦੇਣ ਦੀ ਕੀਤੀ ਅਪੀਲ (118, 1073, 410, 1094)
story2-col3: ਜਿਸ ਨਾਲ ਉਨ੍ਹਾਂ ਨੂੰ ਕਾਫੀ ਗੰਭੀਰ ਸਮੱਸਿਆ ਆ ਰਹੀ ਹੈ। ਉਨ੍ਹਾਂ ਵੱਲੋਂ ਜ਼ਿਲ੍ਹੇ ਦੇ ਸਮੂਹ ਕਿਸਾਨਾਂ ਨੂੰ ਅਪੀਲ ਕੀਤੀ ਗਈ ਕਿ ਕੋਈ ਵੀ ਕਿਸਾਨ ਝੋਨੇ ਦੀ ਪਰਾਲੀ ਨੂੰ ਅੱਗ ਨਾ ਲਗਾਵੇ ਅਤੇ ਉਪਲਬਧ ਮਸ਼ੀਨਰੀ ਦੀ ਵਰਤੋਂ ਕਰਕੇ ਇਸ ਦੀ ਸਾਂਭ ਸੰਭਾਲ ਕਰੇ ਤਾਂ ਜੋ ਕਿ ਆਪਣੇ ਵਾਤਾਵਰਨ ਨੂੰ ਦੂਸ਼ਿਤ ਹੋਣ ਤੋਂ ਰੋਕਿਆ ਜਾ ਸਕੇ। (356, 850, 454, 965)
story3-col3: ਲੱਖ ਰੁਪਏ ਦਿੱਤੇ ਹਨ। ਅੱਜ ਉਨ੍ਹਾਂ ਦਾ ਹਿੱਸਾ 5 ਕਰੋੜ ਰੁਪਏ ਤੋਂ ਵੱਧ ਹੈ। ਕੇਂਦਰੀ ਮੰਤਰੀ ਦਾ ਕੀਤਾ ਧੰਨਵਾਦ: ਰਵਨੀਤ ਸਿੰਘ ਬਿੱਟੂ ਬਾਰੇ ਉਨ੍ਹਾਂ ਨੇ ਕਿਹਾ, "ਮੈਂ ਬਿੱਟੂ ਸਾਹਿਬ ਅਤੇ ਕੇਂਦਰੀ ਮੰਤਰੀ ਦਾ ਉਨ੍ਹਾਂ ਦੇ ਸ਼ਾਨਦਾਰ ਕੰਮ ਲਈ ਧੰਨਵਾਦ ਕਰਦਾ ਹਾਂ, ਕਿਉਂਕਿ ਮੈਂ ਸਾਰਾ ਸਮਾਂ ਮੀਂਹ ਪ੍ਰਭਾਵਿਤ ਕੀਤੀ ਸੀ।" ਹਲਵਾਰਾ ਹਵਾਈ ਅੱਡਾ ਪੂਰੀ ਤਰ੍ਹਾਂ ਤਿਆਰ ਹੈ, ਅਤੇ 27 ਜੁਲਾਈ ਦੀ ਤਾਰੀਖ ਪ੍ਰਧਾਨ ਮੰਤਰੀ ਦਫ਼ਤਰ ਦੁਆਰਾ ਘੋਸ਼ਿਤ ਕੀਤੀ ਗਈ ਸੀ, ਪਰ ਇਸਨੂੰ ਰੱਦ ਕਰਨਾ ਪਿਆ। ਇੱਕ ਵਾਰ ਨਵੀਂ ਤਾਰੀਖ ਦਾ ਐਲਾਨ ਹੋਣ ਤੋਂ ਬਾਅਦ, ਇਹ ਤੁਰੰਤ ਦੁਬਾਰਾ ਖੁੱਲ੍ਹ ਜਾਵੇਗਾ। (336, 1274, 478, 1424)
story1-col4: ਅੰਦਾਜ਼ਾ ਇਸ ਗੱਲ ਤੋਂ ਲਗਾਇਆ ਜਾ ਸਕਦਾ ਹੈ ਕਿ ਉਨ੍ਹਾਂ ਨੇ ਸ਼ੁਰੂਆਤੀ ਸਮੇਂ ਵਿੱਚ ਬੀਜੀਆਂ ਗਈਆਂ ਕਿਸਮਾਂ ਜਿਵੇਂ ਪੂਸਾ 131, ਪੀਆਰ 132 ਅਤੇ ਪੀਆਰ 114 'ਤੇ ਵਿਸ਼ੇਸ਼ ਧਿਆਨ ਦਿੱਤਾ ਹੈ, ਕਿਉਂਕਿ ਇਹ (560, 512, 728, 557)
badge-number: 3 (850, 40, 872, 75)
story1-subheadline: ਕਿਸਾਨਾਂ ਨੂੰ ਰਾਹਤ ਅਤੇ ਨਿਆਂ ਦਿਵਾਉਣ ਲਈ ਮਾਨ ਸਰਕਾਰ ਨੇ ਇੱਕ ਵਿਸ਼ੇਸ਼ ਗਿਰਦਾਵਰੀ ਸਰਵੇ ਸ਼ੁਰੂ (138, 175, 808, 197)
portrait-photo (356, 726, 454, 844)
